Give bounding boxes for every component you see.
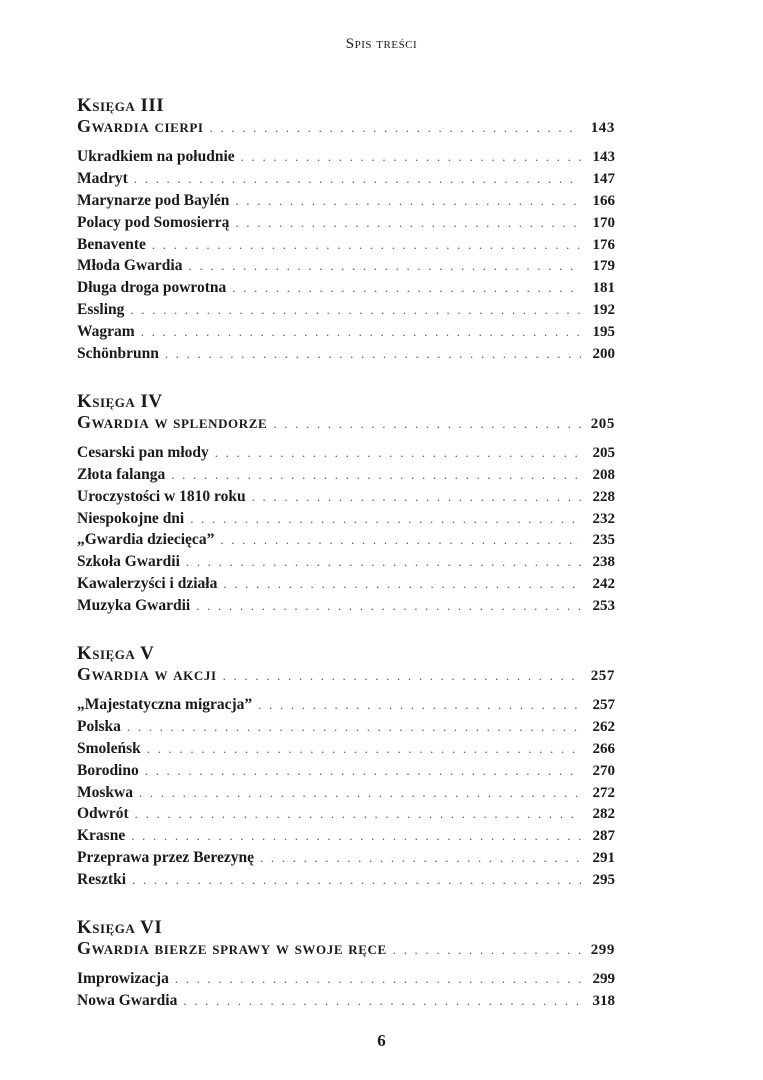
part-label: Księga IV: [77, 390, 163, 412]
dot-leader: [127, 716, 581, 738]
entry-title: Moskwa: [77, 783, 133, 801]
toc-entry[interactable]: [77, 738, 615, 760]
dot-leader: [241, 146, 581, 168]
toc-entry[interactable]: [77, 694, 615, 716]
dot-leader: [175, 968, 581, 990]
part-title-row[interactable]: [77, 412, 615, 432]
dot-leader: [235, 212, 581, 234]
dot-leader: [171, 464, 581, 486]
dot-leader: [223, 573, 581, 595]
part-section: [77, 96, 615, 365]
dot-leader: [252, 486, 581, 508]
toc-entry[interactable]: [77, 321, 615, 343]
toc-entry[interactable]: [77, 212, 615, 234]
toc-entry[interactable]: [77, 869, 615, 891]
page-ref: 228: [592, 488, 615, 505]
toc-entry[interactable]: [77, 486, 615, 508]
dot-leader: [131, 825, 581, 847]
entry-title: Marynarze pod Baylén: [77, 191, 230, 209]
toc-entry[interactable]: [77, 595, 615, 617]
entry-title: Kawalerzyści i działa: [77, 575, 218, 593]
toc-entry[interactable]: [77, 529, 615, 551]
dot-leader: [393, 940, 581, 960]
entry-title: Borodino: [77, 761, 139, 779]
entry-title: Uroczystości w 1810 roku: [77, 487, 246, 505]
toc-entry[interactable]: [77, 825, 615, 847]
dot-leader: [189, 255, 582, 277]
entry-title: Niespokojne dni: [77, 509, 185, 527]
toc-entry[interactable]: [77, 990, 615, 1012]
table-of-contents: [77, 96, 615, 1023]
page-ref: 291: [592, 850, 615, 867]
entry-title: Benavente: [77, 235, 146, 253]
part-section: [77, 644, 615, 891]
part-title-row[interactable]: [77, 116, 615, 136]
page-ref: 318: [592, 992, 615, 1009]
toc-entry[interactable]: [77, 782, 615, 804]
dot-leader: [196, 595, 581, 617]
page-ref: 143: [590, 120, 615, 136]
toc-entry[interactable]: [77, 442, 615, 464]
toc-entry[interactable]: [77, 146, 615, 168]
part-label: Księga III: [77, 95, 165, 116]
entry-title: Madryt: [77, 169, 128, 187]
page-ref: 266: [592, 740, 615, 757]
page-ref: 270: [592, 762, 615, 779]
page-ref: 195: [592, 324, 615, 341]
dot-leader: [235, 190, 581, 212]
page-ref: 179: [592, 258, 615, 275]
dot-leader: [165, 343, 581, 365]
page-ref: 143: [592, 149, 615, 165]
entry-title: Długa droga powrotna: [77, 279, 227, 297]
toc-entry[interactable]: [77, 190, 615, 212]
entry-title: Polacy pod Somosierrą: [77, 213, 230, 231]
entry-title: Odwrót: [77, 805, 129, 823]
page-ref: 253: [592, 598, 615, 615]
page-ref: 282: [592, 806, 615, 823]
dot-leader: [141, 321, 581, 343]
part-title-row[interactable]: [77, 664, 615, 684]
dot-leader: [210, 118, 581, 138]
page-ref: 242: [592, 576, 615, 593]
toc-entry[interactable]: [77, 343, 615, 365]
dot-leader: [258, 694, 581, 716]
part-label: Księga VI: [77, 917, 163, 939]
part-title: Gwardia w splendorze: [77, 411, 268, 432]
toc-entry[interactable]: [77, 255, 615, 277]
page-ref: 238: [592, 554, 615, 571]
part-title: Gwardia bierze sprawy w swoje ręce: [77, 938, 387, 959]
part-section: [77, 918, 615, 1012]
entry-title: Ukradkiem na południe: [77, 148, 235, 165]
dot-leader: [190, 508, 581, 530]
entry-title: Przeprawa przez Berezynę: [77, 849, 255, 867]
toc-entry[interactable]: [77, 716, 615, 738]
entry-title: Improwizacja: [77, 970, 169, 988]
page-ref: 208: [592, 466, 615, 483]
entry-title: Cesarski pan młody: [77, 443, 209, 461]
page-ref: 299: [592, 971, 615, 988]
part-title: Gwardia w akcji: [77, 664, 217, 685]
running-head: Spis treści: [345, 36, 418, 52]
dot-leader: [147, 738, 581, 760]
page-ref: 262: [592, 718, 615, 735]
entry-title: „Majestatyczna migracja”: [77, 696, 253, 714]
entry-title: Szkoła Gwardii: [77, 553, 180, 571]
toc-entry[interactable]: [77, 847, 615, 869]
dot-leader: [260, 847, 581, 869]
page-ref: 205: [590, 415, 615, 432]
part-section: [77, 392, 615, 617]
entry-title: Młoda Gwardia: [77, 257, 183, 275]
dot-leader: [215, 442, 581, 464]
dot-leader: [145, 760, 581, 782]
entry-title: Muzyka Gwardii: [77, 597, 191, 615]
entry-title: Wagram: [77, 323, 135, 341]
entry-title: Essling: [77, 301, 125, 319]
toc-entry[interactable]: [77, 551, 615, 573]
dot-leader: [139, 782, 581, 804]
toc-entry[interactable]: [77, 573, 615, 595]
page-ref: 200: [592, 346, 615, 363]
toc-entry[interactable]: [77, 234, 615, 256]
entry-title: Resztki: [77, 871, 127, 889]
page-ref: 257: [592, 697, 615, 714]
toc-entry[interactable]: [77, 464, 615, 486]
dot-leader: [273, 414, 581, 434]
entry-title: Nowa Gwardia: [77, 991, 178, 1009]
dot-leader: [135, 803, 581, 825]
part-label: Księga V: [77, 643, 155, 665]
page-ref: 176: [592, 236, 615, 253]
toc-entry[interactable]: [77, 277, 615, 299]
dot-leader: [232, 277, 581, 299]
dot-leader: [186, 551, 581, 573]
page-ref: 235: [592, 532, 615, 549]
page-ref: 299: [590, 942, 615, 959]
toc-entry[interactable]: [77, 760, 615, 782]
page-ref: 166: [592, 192, 615, 209]
page-ref: 257: [590, 668, 615, 685]
dot-leader: [152, 234, 581, 256]
toc-entry[interactable]: [77, 299, 615, 321]
entry-title: Smoleńsk: [77, 739, 141, 757]
page-ref: 232: [592, 510, 615, 527]
entry-title: Krasne: [77, 827, 126, 845]
page-ref: 147: [592, 170, 615, 187]
toc-entry[interactable]: [77, 803, 615, 825]
page-number: 6: [377, 1031, 386, 1050]
dot-leader: [183, 990, 581, 1012]
toc-entry[interactable]: [77, 968, 615, 990]
page-ref: 272: [592, 784, 615, 801]
dot-leader: [134, 168, 581, 190]
part-title: Gwardia cierpi: [77, 116, 204, 136]
dot-leader: [132, 869, 581, 891]
entry-title: Polska: [77, 717, 121, 735]
page-ref: 192: [592, 302, 615, 319]
page-ref: 287: [592, 828, 615, 845]
entry-title: Złota falanga: [77, 465, 166, 483]
dot-leader: [223, 666, 581, 686]
page-ref: 181: [592, 280, 615, 297]
entry-title: „Gwardia dziecięca”: [77, 531, 215, 549]
page-ref: 295: [592, 872, 615, 889]
toc-entry[interactable]: [77, 168, 615, 190]
toc-entry[interactable]: [77, 508, 615, 530]
part-title-row[interactable]: [77, 938, 615, 958]
entry-title: Schönbrunn: [77, 345, 159, 363]
dot-leader: [220, 529, 581, 551]
page-ref: 170: [592, 214, 615, 231]
dot-leader: [130, 299, 581, 321]
page-ref: 205: [592, 444, 615, 461]
